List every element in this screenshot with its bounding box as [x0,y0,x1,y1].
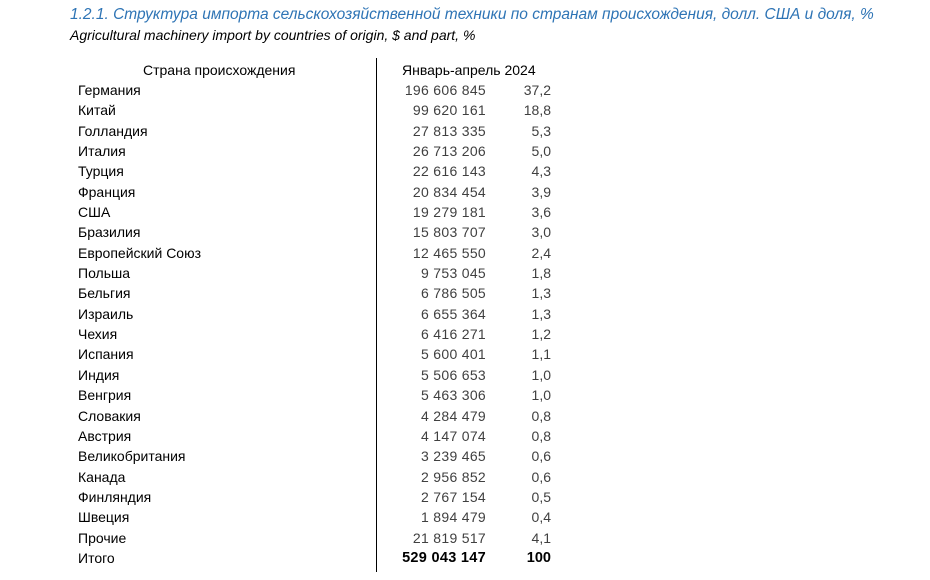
table-row [0,122,930,142]
country-cell: Финляндия [78,488,152,505]
value-cell: 2 956 852 [421,468,486,485]
import-table [0,81,930,569]
country-cell: Бельгия [78,285,131,302]
table-row [0,223,930,243]
value-cell: 20 834 454 [412,183,486,200]
country-cell: Польша [78,265,131,282]
header-country: Страна происхождения [143,62,296,78]
value-cell: 3 239 465 [421,448,486,465]
country-cell: Германия [78,82,141,98]
table-row [0,101,930,121]
table-row [0,488,930,508]
value-cell: 5 506 653 [421,366,486,383]
table-row [0,264,930,284]
table-row [0,366,930,386]
value-cell: 529 043 147 [402,549,486,566]
share-cell: 4,3 [531,163,551,180]
value-cell: 4 284 479 [421,407,486,424]
share-cell: 18,8 [523,102,551,119]
country-cell: Великобритания [78,448,186,465]
header-period: Январь-апрель 2024 [402,62,536,78]
country-cell: Индия [78,366,120,383]
total-row [0,549,930,569]
share-cell: 5,0 [531,143,551,160]
table-row [0,81,930,101]
table-row [0,386,930,406]
share-cell: 1,2 [531,326,551,343]
value-cell: 6 786 505 [421,285,486,302]
value-cell: 15 803 707 [412,224,486,241]
share-cell: 4,1 [531,529,551,546]
share-cell: 3,6 [531,204,551,221]
country-cell: Чехия [78,326,118,343]
value-cell: 27 813 335 [412,122,486,139]
share-cell: 1,0 [531,366,551,383]
value-cell: 6 416 271 [421,326,486,343]
table-row [0,325,930,345]
table-row [0,244,930,264]
value-cell: 5 600 401 [421,346,486,363]
country-cell: Австрия [78,427,132,444]
country-cell: Голландия [78,122,148,139]
page-title: 1.2.1. Структура импорта сельскохозяйственной техники по странам происхождения, долл. США и доля, % [70,6,874,23]
table-row [0,305,930,325]
country-cell: Прочие [78,529,127,546]
value-cell: 26 713 206 [412,143,486,160]
country-cell: Итого [78,549,115,566]
share-cell: 2,4 [531,244,551,261]
share-cell: 1,1 [531,346,551,363]
country-cell: Словакия [78,407,141,424]
table-row [0,183,930,203]
value-cell: 21 819 517 [412,529,486,546]
value-cell: 1 894 479 [421,509,486,526]
value-cell: 22 616 143 [412,163,486,180]
share-cell: 0,4 [531,509,551,526]
share-cell: 0,5 [531,488,551,505]
table-row [0,407,930,427]
share-cell: 0,8 [531,407,551,424]
country-cell: Венгрия [78,387,132,404]
table-row [0,162,930,182]
country-cell: Европейский Союз [78,244,202,261]
country-cell: Франция [78,183,136,200]
value-cell: 99 620 161 [412,102,486,119]
table-row [0,447,930,467]
table-row [0,427,930,447]
value-cell: 9 753 045 [421,265,486,282]
table-row [0,508,930,528]
value-cell: 12 465 550 [412,244,486,261]
value-cell: 6 655 364 [421,305,486,322]
table-row [0,142,930,162]
share-cell: 1,8 [531,265,551,282]
country-cell: Китай [78,102,116,119]
country-cell: Швеция [78,509,130,526]
value-cell: 2 767 154 [421,488,486,505]
share-cell: 1,0 [531,387,551,404]
share-cell: 3,0 [531,224,551,241]
value-cell: 4 147 074 [421,427,486,444]
share-cell: 1,3 [531,285,551,302]
table-row [0,468,930,488]
share-cell: 3,9 [531,183,551,200]
country-cell: Испания [78,346,134,363]
value-cell: 196 606 845 [404,82,486,98]
share-cell: 1,3 [531,305,551,322]
country-cell: Канада [78,468,126,485]
value-cell: 5 463 306 [421,387,486,404]
share-cell: 100 [526,549,551,566]
country-cell: США [78,204,111,221]
value-cell: 19 279 181 [412,204,486,221]
table-row [0,529,930,549]
share-cell: 0,6 [531,448,551,465]
share-cell: 37,2 [523,82,551,98]
country-cell: Италия [78,143,126,160]
country-cell: Израиль [78,305,134,322]
table-row [0,345,930,365]
page-subtitle: Agricultural machinery import by countries of origin, $ and part, % [70,27,476,43]
table-row [0,203,930,223]
share-cell: 0,8 [531,427,551,444]
country-cell: Бразилия [78,224,141,241]
share-cell: 5,3 [531,122,551,139]
country-cell: Турция [78,163,124,180]
table-row [0,284,930,304]
share-cell: 0,6 [531,468,551,485]
